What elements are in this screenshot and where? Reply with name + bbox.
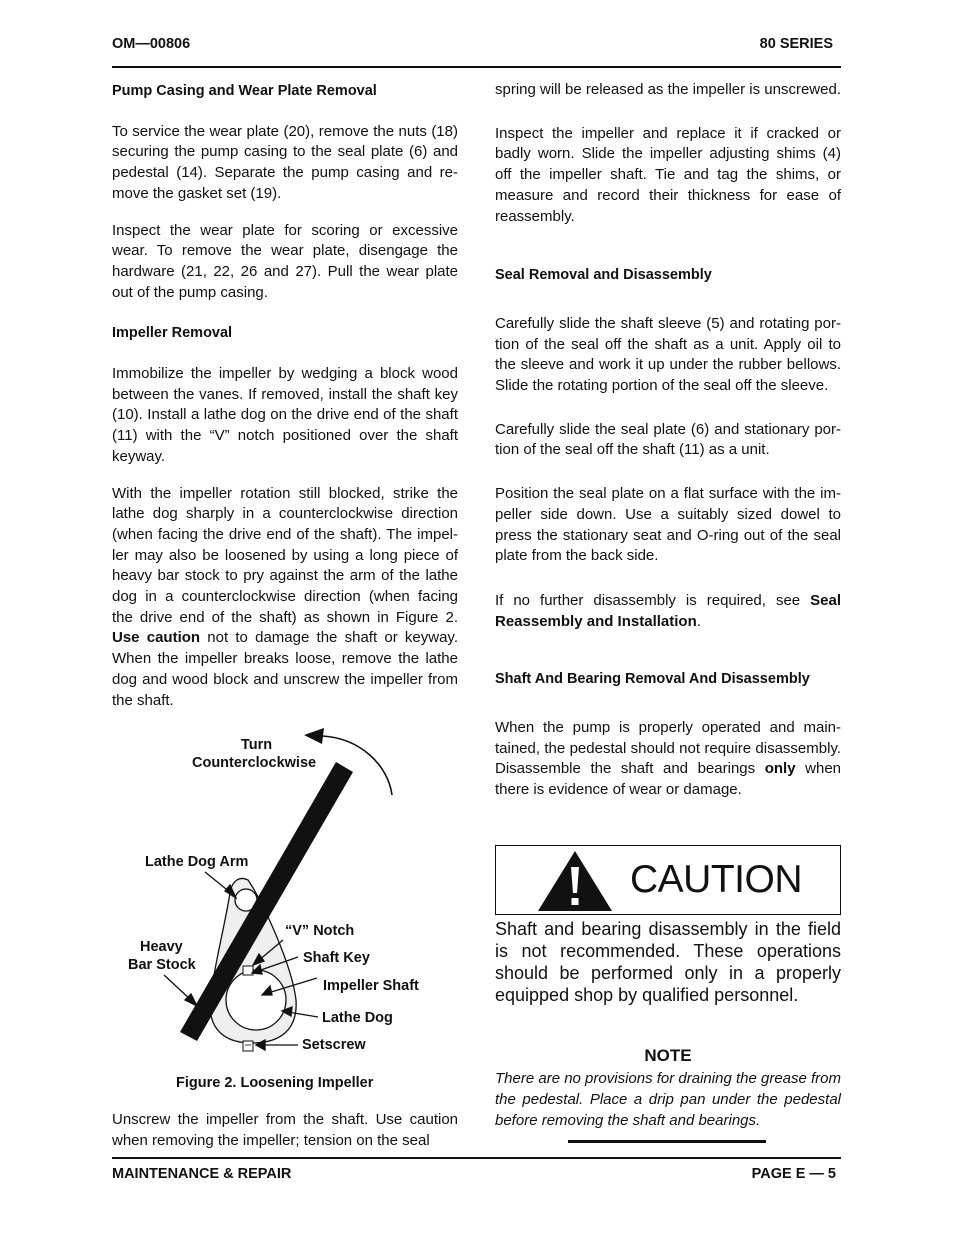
label-counterclockwise: Counterclockwise [192, 755, 317, 771]
impeller-p2-text-b: not to damage the shaft or keyway. When the impeller breaks loose, remove the lathe dog and wood block and unscrew the impeller from the shaft. [112, 629, 458, 709]
inspect-paragraph: Inspect the impeller and replace it if cracked or badly worn. Slide the impeller adjusting shims (4) off the impeller shaft. Tie and tag the shims, or measure and record their thickness for ease of reassembly. [495, 124, 841, 225]
seal-p4-text-b: . [696, 612, 701, 630]
casing-paragraph-2: Inspect the wear plate for scoring or excessive wear. To remove the wear plate, disengage the hardware (21, 22, 26 and 27). Pull the wear plate out of the pump casing. [112, 221, 458, 301]
shaft-heading: Shaft And Bearing Removal And Disassembly [495, 671, 810, 688]
series-title: 80 SERIES [759, 36, 833, 52]
note-text: There are no provisions for draining the grease from the pedestal. Place a drip pan under the pedestal before removing the shaft and bearings. [495, 1070, 842, 1129]
shaft-key-shape [243, 966, 253, 975]
only-bold: only [764, 760, 796, 778]
label-setscrew: Setscrew [302, 1037, 366, 1053]
impeller-heading: Impeller Removal [112, 325, 233, 342]
footer-page-number: PAGE E — 5 [751, 1166, 836, 1182]
impeller-shaft-circle [226, 970, 286, 1030]
label-turn: Turn [241, 737, 273, 753]
label-lathe-dog: Lathe Dog [322, 1010, 393, 1026]
shaft-paragraph-1 [495, 718, 841, 801]
loosening-impeller-figure [112, 725, 458, 1060]
label-lathe-dog-arm: Lathe Dog Arm [145, 854, 249, 870]
label-v-notch: “V” Notch [285, 923, 355, 939]
note-end-rule [568, 1140, 766, 1143]
rotation-arrowhead [304, 728, 324, 744]
shaft-p1-text-b: when there is evidence of wear or damage. [495, 760, 842, 799]
seal-p4-text-a: If no further disassembly is required, see [495, 591, 811, 609]
figure-caption: Figure 2. Loosening Impeller [176, 1075, 374, 1091]
caution-text: Shaft and bearing disassembly in the field is not recommended. These operations should be performed only in a properly equipped shop by qualified personnel. [495, 919, 841, 1005]
use-caution-bold: Use caution [112, 629, 201, 647]
casing-heading: Pump Casing and Wear Plate Removal [112, 83, 377, 99]
note-title: NOTE [644, 1046, 692, 1065]
footer-section: MAINTENANCE & REPAIR [112, 1166, 292, 1182]
impeller-paragraph-1: Immobilize the impeller by wedging a block wood between the vanes. If removed, install the shaft key (10). Install a lathe dog on the drive end of the shaft (11) with the “V” notch positioned over the shaft keyway. [112, 365, 458, 465]
seal-heading: Seal Removal and Disassembly [495, 267, 712, 284]
caution-box [495, 845, 841, 915]
seal-paragraph-1: Carefully slide the shaft sleeve (5) and rotating portion of the seal off the shaft as a unit. Apply oil to the sleeve and work it up under the rubber bellows. Slide the rotating portion of the seal off the sleeve. [495, 314, 841, 395]
seal-paragraph-2: Carefully slide the seal plate (6) and stationary portion of the seal off the shaft (11) as a unit. [495, 420, 841, 459]
header-rule [112, 66, 841, 68]
unscrew-paragraph: Unscrew the impeller from the shaft. Use caution when removing the impeller; tension on the seal [112, 1111, 458, 1149]
impeller-p2-text-a: With the impeller rotation still blocked, strike the lathe dog sharply in a counterclockwise direction (when facing the drive end of the shaft). The impeller may also be loosened by using a long piece of heavy bar stock to pry against the arm of the lathe dog in a counterclockwise direction (when facing the drive end of the shaft) as shown in Figure 2. [112, 484, 458, 626]
seal-reassembly-bold: Seal Reassembly and Installation [495, 591, 841, 630]
warning-triangle-icon [537, 850, 613, 912]
label-heavy: Heavy [140, 939, 183, 955]
footer-rule [112, 1157, 841, 1159]
spring-paragraph: spring will be released as the impeller is unscrewed. [495, 81, 841, 98]
impeller-paragraph-2 [112, 484, 458, 712]
seal-paragraph-4 [495, 591, 841, 632]
seal-paragraph-3: Position the seal plate on a flat surface with the impeller side down. Use a suitably sized dowel to press the stationary seat and O-ring out of the seal plate from the back side. [495, 485, 841, 565]
label-bar-stock: Bar Stock [128, 957, 196, 973]
label-shaft-key: Shaft Key [303, 950, 370, 966]
casing-paragraph-1: To service the wear plate (20), remove the nuts (18) securing the pump casing to the seal plate (6) and pedestal (14). Separate the pump casing and remove the gasket set (19). [112, 122, 458, 202]
left-column [112, 80, 458, 711]
shaft-p1-text-a: When the pump is properly operated and maintained, the pedestal should not require disassembly. Disassemble the shaft and bearings [495, 719, 841, 778]
doc-number: OM—00806 [112, 36, 191, 52]
unscrew-paragraph-block [112, 1110, 458, 1151]
label-impeller-shaft: Impeller Shaft [323, 978, 419, 994]
right-column [495, 80, 841, 801]
setscrew-shape [243, 1041, 253, 1051]
caution-word: CAUTION [630, 858, 802, 901]
